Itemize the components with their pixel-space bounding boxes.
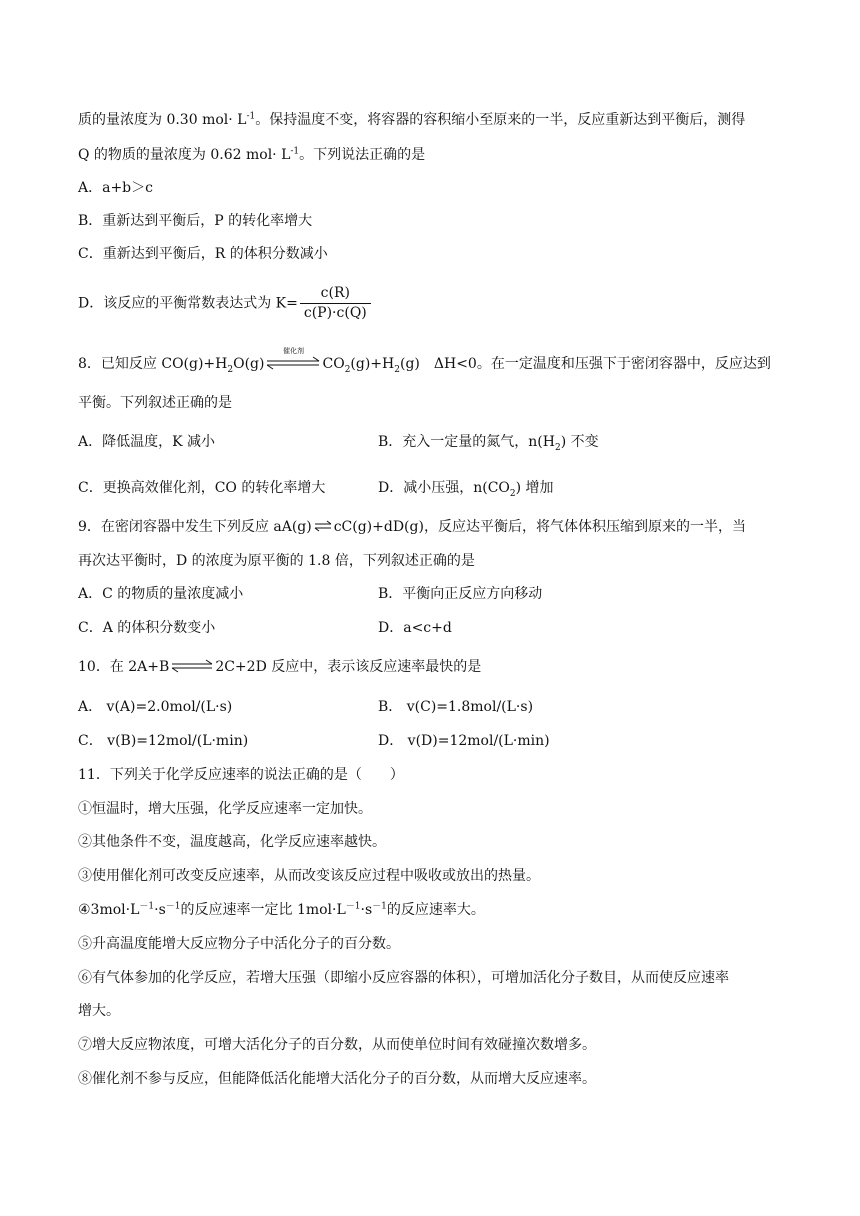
q9-options-row-2 <box>78 618 452 638</box>
q10-option-b: B． v(C)=1.8mol/(L·s) <box>378 699 534 715</box>
equilibrium-constant-fraction: $\frac{c(R)}{c(P)\cdot c(Q)}$ <box>300 284 371 323</box>
catalyst-equilibrium-arrow: 催化剂 <box>265 354 321 370</box>
q8-stem-line-1: 8．已知反应 $CO(g)+H_2O(g)$ 催化剂 $CO_2(g)+H_2(g)$ ΔH<0。在一定温度和压强下于密闭容器中，反应达到 <box>78 347 771 375</box>
q8-option-d: D．减小压强，$n(CO_2)$ 增加 <box>378 480 554 499</box>
q7-stem-line-2: Q 的物质的量浓度为 0.62 $mol\cdot L^{-1}$。下列说法正确的是 <box>78 146 426 163</box>
q11-statement-7: ⑦增大反应物浓度，可增大活化分子的百分数，从而使单位时间有效碰撞次数增多。 <box>78 1037 596 1053</box>
q7-option-a: A．a+b＞c <box>78 180 153 196</box>
q8-stem-line-2: 平衡。下列叙述正确的是 <box>78 395 232 411</box>
q11-statement-5: ⑤升高温度能增大反应物分子中活化分子的百分数。 <box>78 936 400 952</box>
q11-statement-4: $④3mol\cdot L^{-1}\cdot s^{-1}$的反应速率一定比 $1mol\cdot L^{-1}\cdot s^{-1}$的反应速率大。 <box>78 901 485 918</box>
q8-option-b: B．充入一定量的氮气，$n(H_2)$ 不变 <box>378 434 599 453</box>
q9-option-d: D．a<c+d <box>378 620 452 636</box>
equilibrium-arrow <box>170 659 214 673</box>
q7-stem-line-1: 质的量浓度为 0.30 $mol\cdot L^{-1}$。保持温度不变，将容器的容积缩小至原来的一半，反应重新达到平衡后，测得 <box>78 111 746 128</box>
q11-statement-6-line-2: 增大。 <box>78 1003 120 1019</box>
q9-stem-line-2: 再次达平衡时，D 的浓度为原平衡的 1.8 倍，下列叙述正确的是 <box>78 553 475 569</box>
q11-statement-2: ②其他条件不变，温度越高，化学反应速率越快。 <box>78 834 386 850</box>
q9-options-row-1 <box>78 584 543 604</box>
q8-options-row-2 <box>78 478 554 499</box>
q8-option-a: A．降低温度，K 减小 <box>78 434 216 450</box>
q9-option-c: C．A 的体积分数变小 <box>78 620 216 636</box>
q9-stem-line-1: 9．在密闭容器中发生下列反应 aA(g) cC(g)+dD(g)，反应达平衡后，将气体体积压缩到原来的一半，当 <box>78 519 746 535</box>
q9-option-b: B．平衡向正反应方向移动 <box>378 586 543 602</box>
q8-options-row-1 <box>78 432 599 453</box>
q9-option-a: A．C 的物质的量浓度减小 <box>78 586 244 602</box>
q8-option-c: C．更换高效催化剂，CO 的转化率增大 <box>78 480 326 496</box>
reversible-arrow <box>314 519 332 533</box>
q7-option-d: D．该反应的平衡常数表达式为 K= $\frac{c(R)}{c(P)\cdot c(Q)}$ <box>78 284 371 323</box>
q11-stem: 11．下列关于化学反应速率的说法正确的是（ ） <box>78 767 404 783</box>
q11-statement-3: ③使用催化剂可改变反应速率，从而改变该反应过程中吸收或放出的热量。 <box>78 868 540 884</box>
q10-options-row-2 <box>78 731 550 751</box>
q10-option-c: C． v(B)=12mol/(L·min) <box>78 733 249 749</box>
q10-options-row-1 <box>78 697 534 717</box>
q10-stem: 10．在 2A+B 2C+2D 反应中，表示该反应速率最快的是 <box>78 659 482 675</box>
q10-option-a: A． v(A)=2.0mol/(L·s) <box>78 699 233 715</box>
q11-statement-6-line-1: ⑥有气体参加的化学反应，若增大压强（即缩小反应容器的体积），可增加活化分子数目，从而使反应速率 <box>78 970 729 986</box>
q11-statement-1: ①恒温时，增大压强，化学反应速率一定加快。 <box>78 801 372 817</box>
q11-statement-8: ⑧催化剂不参与反应，但能降低活化能增大活化分子的百分数，从而增大反应速率。 <box>78 1071 596 1087</box>
q10-option-d: D． v(D)=12mol/(L·min) <box>378 733 550 749</box>
q7-option-c: C．重新达到平衡后，R 的体积分数减小 <box>78 246 328 262</box>
q7-option-b: B．重新达到平衡后，P 的转化率增大 <box>78 213 313 229</box>
